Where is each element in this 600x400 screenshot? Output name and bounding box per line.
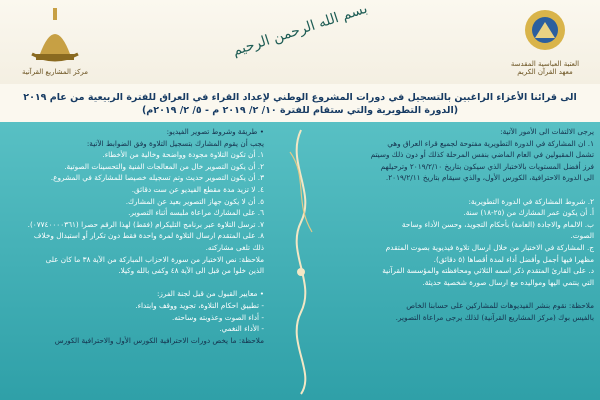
text-line xyxy=(6,277,264,289)
dome-emblem-icon xyxy=(0,4,110,66)
logo-right-caption xyxy=(490,60,600,76)
text-line: ١. ان المشاركة في الدورة التطويرية مفتوحة لجميع قراء العراق وهي xyxy=(387,138,594,148)
text-line: - تطبيق احكام التلاوة، تجويد ووقف وابتداء. xyxy=(135,300,264,310)
text-line: يرجى الالتفات الى الأمور الآتية: xyxy=(500,127,594,136)
text-line: التي ينتمي اليها ومواليده مع ارسال صورة شخصية حديثة. xyxy=(422,277,594,287)
quran-institute-logo xyxy=(490,4,600,76)
text-line: ملاحظة: نص الاختبار من سورة الاحزاب المباركة من الآية ٣٨ ما كان على xyxy=(45,254,264,264)
text-line: ٢. شروط المشاركة في الدورة التطويرية: xyxy=(468,196,594,206)
text-line: • معايير القبول من قبل لجنة الفرز: xyxy=(156,289,264,299)
basmala-calligraphy xyxy=(225,0,375,60)
text-line xyxy=(324,288,594,300)
text-line: ٨. على المتقدم ارسال التلاوة لمرة واحدة فقط دون تكرار أو استبدال وخلاف xyxy=(33,231,264,241)
basmala-text: بسم الله الرحمن الرحيم xyxy=(230,0,370,60)
content-panel xyxy=(0,122,600,400)
left-column xyxy=(6,126,264,346)
text-line: ٣. أن يكون التصوير حديث وتم تسجيله خصيصا للمشاركة في المشروع. xyxy=(50,173,264,183)
text-line: بالفيس بوك (مركز المشاريع القرآنية) لذلك يرجى مراعاة التصوير. xyxy=(395,312,594,322)
text-line: ٢. أن يكون التصوير خال من المعالجات الفنية والتحسينات الصوتية. xyxy=(64,161,264,171)
logo-right-line-2: معهد القرآن الكريم xyxy=(517,68,573,76)
text-line: فرز أفضل المستويات بالاختبار الذي سيكون بتاريخ ٢٠١٩/٢/١٠ وترحيلهم xyxy=(380,161,594,171)
text-line: ٦. على المشارك مراعاة ملبسه أثناء التصوير. xyxy=(128,208,264,218)
title-line-2: (الدورة التطويرية والتي ستقام للفترة ١٠/ ٢/ ٢٠١٩ م - ٥/ ٢/ ٢٠١٩م) xyxy=(141,105,459,116)
text-line: د. على القارئ المتقدم ذكر اسمه الثلاثي ومحافظته والمؤسسة القرآنية xyxy=(382,266,594,276)
poster-header xyxy=(0,0,600,84)
text-line: ٥. أن لا يكون جهاز التصوير بعيد عن المشارك. xyxy=(125,196,264,206)
announcement-title xyxy=(10,91,590,117)
title-line-1: الى قرائنا الأعزاء الراغبين بالتسجيل في دورات المشروع الوطني لإعداد القراء في العراق للفترة الربيعية من عام ٢٠١٩ xyxy=(23,92,577,103)
text-line: الذين خلوا من قبل الى الآية ٤٨ وكفى بالله وكيلا. xyxy=(118,266,264,276)
text-line: ج. المشاركة في الاختبار من خلال ارسال تلاوة فيديوية بصوت المتقدم xyxy=(385,242,594,252)
right-column xyxy=(324,126,594,323)
logo-left-caption: مركز المشاريع القرآنية xyxy=(21,68,89,76)
text-line: تشمل المقبولين في العام الماضي بنفس المرحلة كذلك أو دون ذلك وسيتم xyxy=(370,150,594,160)
text-line: ملاحظة: ما يخص دورات الاحترافية الكورس الأول والاحترافية الكورس xyxy=(54,335,264,345)
text-line: • طريقة وشروط تصوير الفيديو: xyxy=(166,127,264,136)
text-line: ٤. لا تزيد مدة مقطع الفيديو عن ست دقائق. xyxy=(131,184,264,194)
text-line: ذلك تلغى مشاركته. xyxy=(205,242,264,252)
text-line xyxy=(324,184,594,196)
text-line: أ. أن يكون عمر المشارك من (٢٥-١٨) سنة. xyxy=(463,208,594,218)
logo-right-line-1: العتبة العباسية المقدسة xyxy=(510,60,580,68)
text-line: يجب أن يقوم المشارك بتسجيل التلاوة وفق الضوابط الآتية: xyxy=(86,138,264,148)
text-line: الى الدورة الاحترافية، الكورس الأول، والذي سيقام بتاريخ ٢٠١٩/٢/١١. xyxy=(385,173,594,183)
text-line: ٧. ترسل التلاوة عبر برنامج التليكرام (فقط) لهذا الرقم حصرا (٠٧٧٤٠٠٠٠٣٦١). xyxy=(27,219,264,229)
ornament-icon xyxy=(268,122,334,400)
shrine-emblem-icon xyxy=(490,4,600,58)
text-line: الصوت. xyxy=(570,231,594,241)
text-line: ١. أن تكون التلاوة مجودة وواضحة وخالية من الأخطاء. xyxy=(102,150,264,160)
text-line: - الأداء النغمي. xyxy=(219,324,264,334)
text-line: ملاحظة: نقوم بنشر الفيديوهات للمشاركين على حسابنا الخاص xyxy=(406,300,594,310)
projects-center-logo xyxy=(0,4,110,76)
text-line: مظهرا فيها أجمل وأفضل أداء لمدة أقصاها (٥ دقائق). xyxy=(433,254,594,264)
text-line: - أداء الصوت وعذوبته وساحته. xyxy=(171,312,264,322)
text-line: ب. الالمام والاجادة (العامة) بأحكام التجويد، وحسن الأداء وساحة xyxy=(401,219,594,229)
